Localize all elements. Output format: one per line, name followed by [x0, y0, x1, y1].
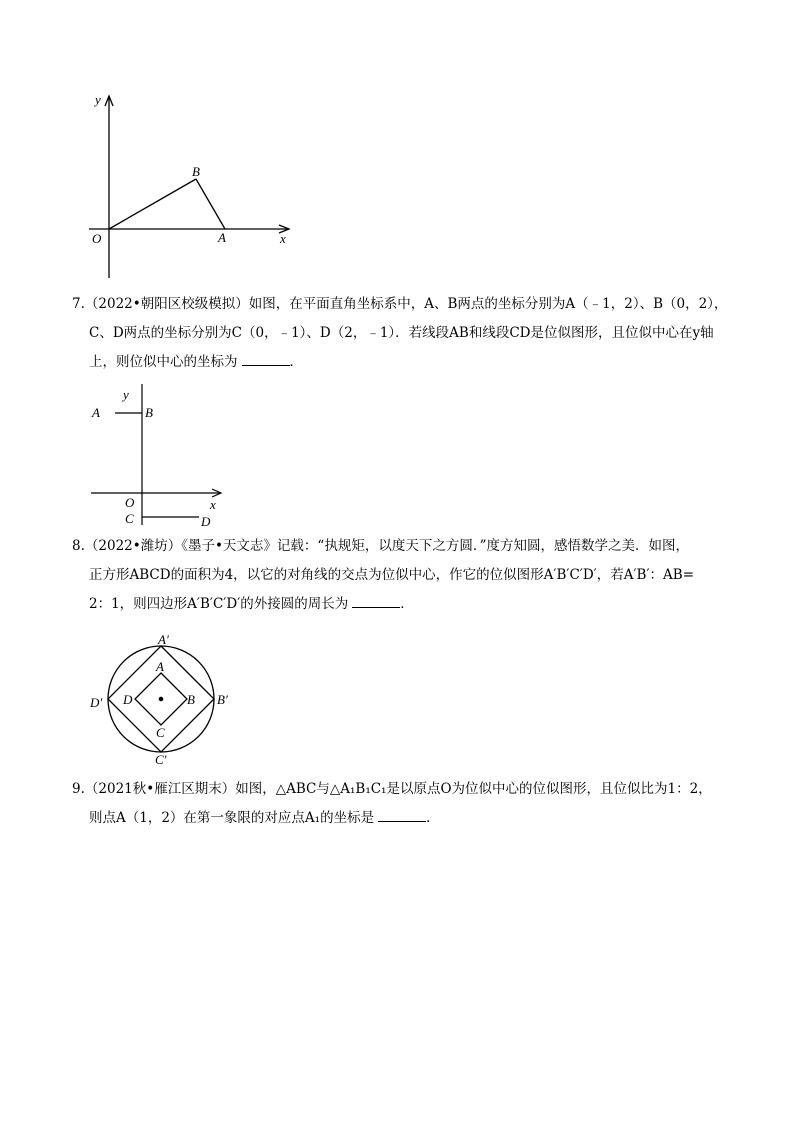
q9-line1: 如图，△ABC与△A₁B₁C₁是以原点O为位似中心的位似图形，且位似比为1：2，	[235, 781, 712, 797]
label-B1: B′	[217, 692, 228, 707]
figure-q8	[85, 628, 245, 768]
question-9	[72, 775, 732, 833]
q7-number: 7.	[72, 296, 85, 312]
label-C1: C′	[155, 752, 167, 767]
q8-line2: 正方形ABCD的面积为4，以它的对角线的交点为位似中心，作它的位似图形A′B′C′D′，若A′B′：AB=	[89, 567, 695, 583]
q8-source: （2022•潍坊）	[84, 538, 182, 554]
question-8	[72, 532, 732, 619]
label-C: C	[125, 511, 134, 526]
label-y: y	[95, 92, 101, 107]
label-A: A	[218, 230, 226, 245]
label-y: y	[123, 387, 129, 402]
q9-number: 9.	[72, 781, 85, 797]
label-B: B	[187, 692, 195, 707]
label-B: B	[145, 405, 153, 420]
q7-source: （2022•朝阳区校级模拟）	[84, 296, 249, 312]
q7-line1: 如图，在平面直角坐标系中，A、B两点的坐标分别为A（﹣1，2）、B（0，2），	[248, 296, 728, 312]
q9-source: （2021秋•雁江区期末）	[84, 781, 236, 797]
label-B: B	[192, 164, 200, 179]
figure-q6	[85, 90, 300, 285]
figure-q7	[85, 380, 235, 530]
q7-line2: C、D两点的坐标分别为C（0，﹣1）、D（2，﹣1）．若线段AB和线段CD是位似图形，且位似中心在y轴	[89, 325, 714, 341]
q8-end: ．	[400, 596, 414, 612]
label-O: O	[92, 231, 102, 246]
label-O: O	[125, 495, 135, 510]
question-7	[72, 290, 732, 377]
label-A: A	[156, 659, 164, 674]
label-x: x	[280, 231, 286, 246]
label-A: A	[92, 405, 100, 420]
q9-line2: 则点A（1，2）在第一象限的对应点A₁的坐标是	[89, 810, 375, 826]
segment-OB	[109, 179, 196, 229]
q8-number: 8.	[72, 538, 85, 554]
answer-blank[interactable]	[242, 351, 290, 366]
label-D: D	[201, 514, 211, 529]
q8-line3: 2：1，则四边形A′B′C′D′的外接圆的周长为	[89, 596, 349, 612]
answer-blank[interactable]	[352, 593, 400, 608]
q9-end: ．	[426, 810, 440, 826]
answer-blank[interactable]	[378, 807, 426, 822]
segment-BA	[196, 179, 225, 229]
label-D1: D′	[90, 695, 103, 710]
center-point	[159, 697, 164, 702]
q8-line1: 《墨子•天文志》记载：“执规矩，以度天下之方圆．”度方知圆，感悟数学之美．如图，	[181, 538, 689, 554]
q7-line3: 上，则位似中心的坐标为	[89, 354, 238, 370]
label-x: x	[210, 497, 216, 512]
label-A1: A′	[158, 632, 169, 647]
q7-end: ．	[289, 354, 303, 370]
label-D: D	[123, 692, 133, 707]
label-C: C	[156, 725, 165, 740]
